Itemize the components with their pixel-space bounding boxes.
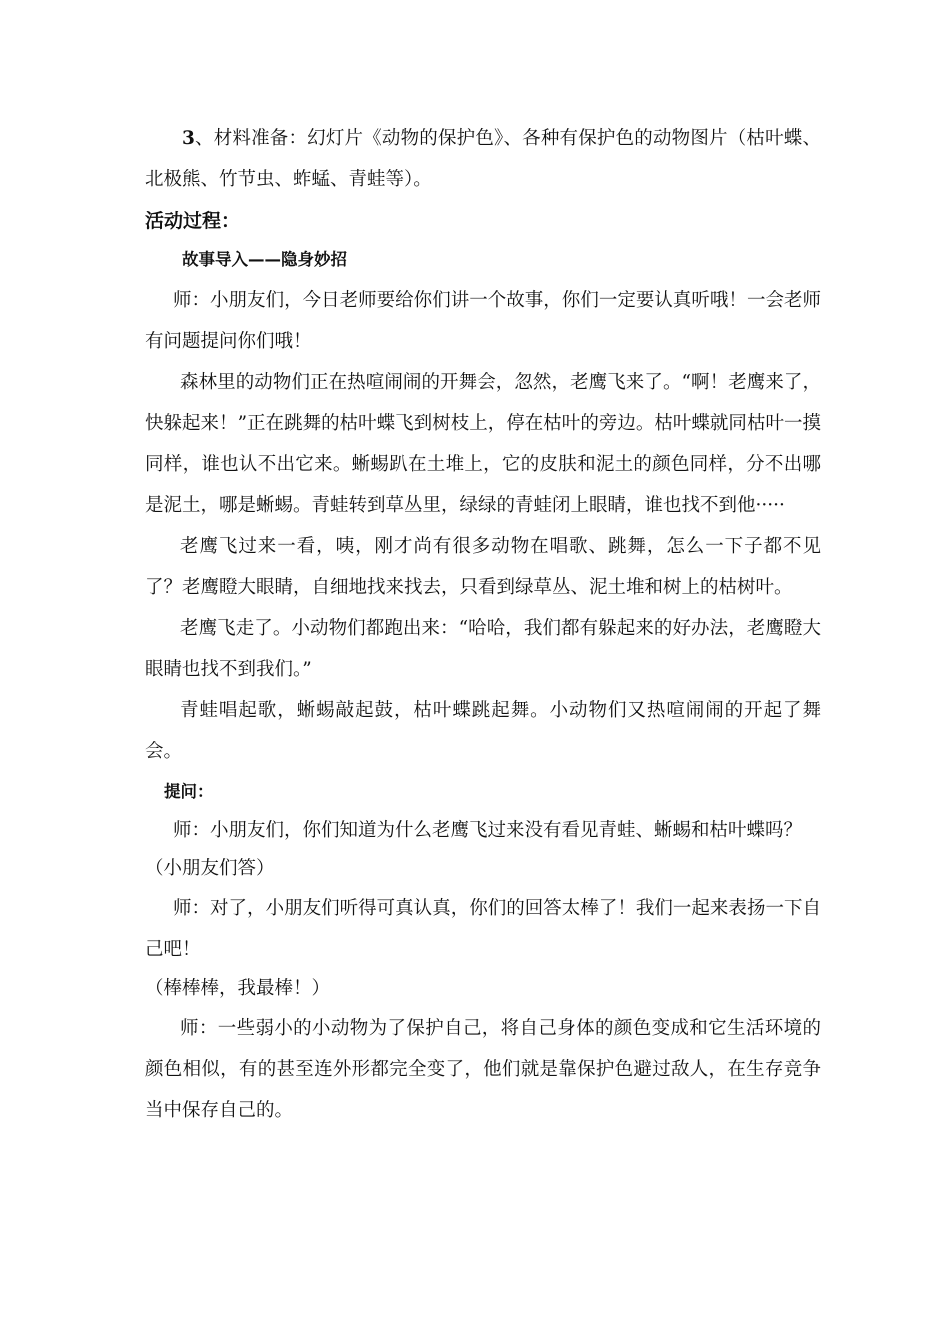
summary-paragraph: 师：一些弱小的小动物为了保护自己，将自己身体的颜色变成和它生活环境的颜色相似，有的甚至连外形都完全变了，他们就是靠保护色避过敌人，在生存竞争当中保存自己的。 — [145, 1018, 821, 1121]
document-body — [145, 118, 821, 1131]
subheading-story: 故事导入——隐身妙招 — [182, 250, 347, 269]
materials-number: 3 — [182, 128, 195, 149]
story-paragraph-4: 青蛙唱起歌，蜥蜴敲起鼓，枯叶蝶跳起舞。小动物们又热喧闹闹的开起了舞会。 — [145, 700, 821, 762]
materials-paragraph — [145, 118, 821, 200]
story-paragraph-2: 老鹰飞过来一看，咦，刚才尚有很多动物在唱歌、跳舞，怎么一下子都不见了？老鹰瞪大眼睛，自细地找来找去，只看到绿草丛、泥土堆和树上的枯树叶。 — [145, 536, 821, 598]
section-heading-process: 活动过程： — [145, 210, 241, 232]
materials-text: 、材料准备：幻灯片《动物的保护色》、各种有保护色的动物图片（枯叶蝶、北极熊、竹节虫、蚱蜢、青蛙等）。 — [145, 128, 821, 190]
story-paragraph-1: 森林里的动物们正在热喧闹闹的开舞会，忽然，老鹰飞来了。“啊！老鹰来了，快躲起来！”正在跳舞的枯叶蝶飞到树枝上，停在枯叶的旁边。枯叶蝶就同枯叶一摸同样，谁也认不出它来。蜥蜴趴在土堆上，它的皮肤和泥土的颜色同样，分不出哪是泥土，哪是蜥蜴。青蛙转到草丛里，绿绿的青蛙闭上眼睛，谁也找不到他····· — [145, 372, 821, 516]
story-paragraph-3: 老鹰飞走了。小动物们都跑出来：“哈哈，我们都有躲起来的好办法，老鹰瞪大眼睛也找不到我们。” — [145, 618, 821, 680]
question-paragraph-1: 师：小朋友们，你们知道为什么老鹰飞过来没有看见青蛙、蜥蜴和枯叶蝶吗？ — [173, 820, 803, 841]
question-paragraph-2: 师：对了，小朋友们听得可真认真，你们的回答太棒了！我们一起来表扬一下自己吧！ — [145, 898, 821, 960]
question-answer-2: （棒棒棒，我最棒！） — [145, 978, 331, 999]
teacher-intro-paragraph: 师：小朋友们，今日老师要给你们讲一个故事，你们一定要认真听哦！一会老师有问题提问你们哦！ — [145, 290, 821, 352]
question-answer-1: （小朋友们答） — [145, 858, 275, 879]
subheading-question: 提问： — [164, 782, 214, 801]
